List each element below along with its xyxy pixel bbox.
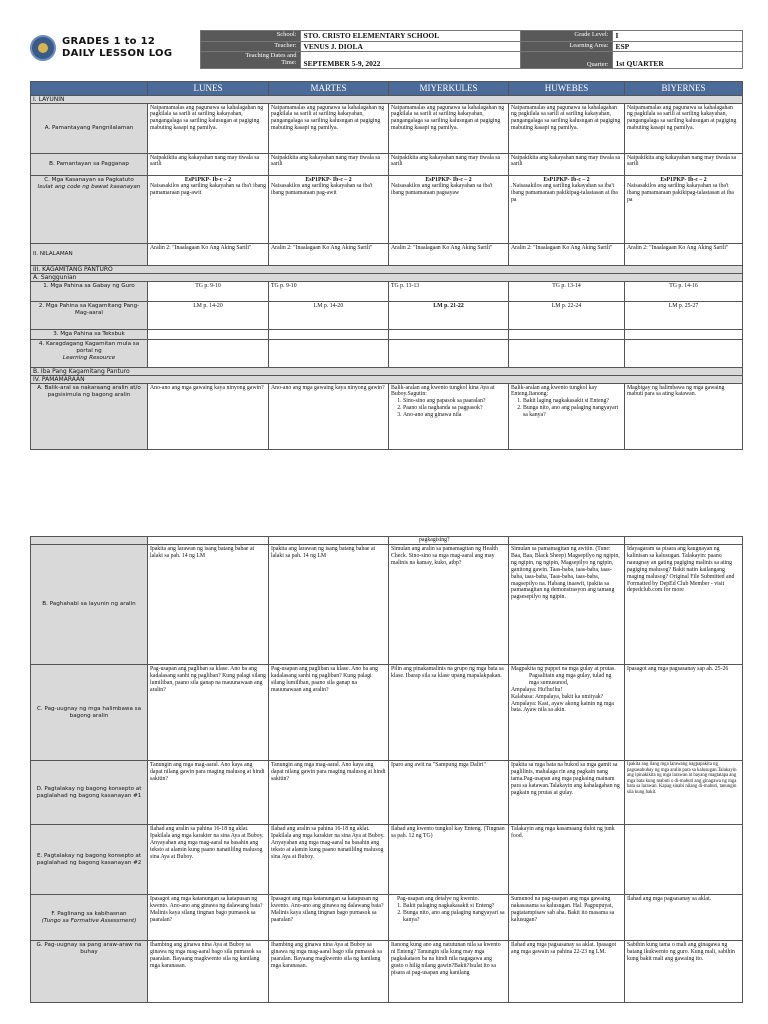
school-label: School:: [200, 31, 300, 42]
cell-lm-1: LM p. 14-20: [148, 301, 269, 329]
cell-paglalapat-5: Sabihin kung tama o mali ang ginagawa ng batang ikukwento ng guro. Kung mali, sabihin kung bakit mali ang gawaing ito.: [625, 941, 743, 1003]
cell-nilalaman-2: Aralin 2: "Inaalagaan Ko Ang Aking Sarili": [269, 243, 389, 265]
cell-paglalapat-3: Itanong kung ano ang natutunan nila sa kwento ni Enteng? Tanungin sila kung may mga pagkakataon ba na hindi nila nagagawa ang gusto o hilig nilang gawin?Bakit?Isulat ito sa pisara at pag-usapan ang kanilang: [389, 941, 509, 1003]
cell-pagtalakay1-5: Ipakita ang ilang mga larawang nagpapakita ng pagsasabuhay ng mga aralin para sa kalusugan.Talakayin ang ipinakikita ng mga larawan at bayang magtatapa ang mga bata kung mabuti o di-mabuti ang ginagawa ng mga bata sa larawan. Kapag sinabi nilang di-mabuti, tanungin sila kung bakit.: [625, 761, 743, 825]
cell-paglinang-5: Ilahad ang mga pagsasanay sa aklat.: [625, 895, 743, 941]
lesson-table-page2: [30, 536, 743, 1003]
cell-pagtalakay1-3: Iparo ang awit na "Sampung mga Daliri": [389, 761, 509, 825]
cell-paghahabi-5: Idayagaram sa pisara ang kaugnayan ng kalinisan sa kalusugan. Talakayin: paano nauugnay an gating pagiging malinis sa ating pagiging malusog? Bakit natin kailangang maging malusog? Original File Submitted and Formatted by DepEd Club Member - visit depedclub.com for more: [625, 545, 743, 665]
cell-lm-5: LM p. 25-27: [625, 301, 743, 329]
cell-paghahabi-2: Ipakita ang larawan ng isang batang babae at lalaki sa pah. 14 ng LM: [269, 545, 389, 665]
day-martes: MARTES: [269, 81, 389, 95]
cell-pangnilalaman-5: Naipamamalas ang pagunawa sa kahalagahan ng pagkilala sa sarili at sariling kakayahan, pangangalaga sa sariling kalusugan at pagiging mabuting kasapi ng pamilya.: [625, 103, 743, 153]
day-huwebes: HUWEBES: [509, 81, 625, 95]
cell-pangnilalaman-3: Naipamamalas ang pagunawa sa kahalagahan ng pagkilala sa sarili at sariling kakayahan, pangangalaga sa sariling kalusugan at pagiging mabuting kasapi ng pamilya.: [389, 103, 509, 153]
cell-balik-aral-4: Balik-aralan ang kwento tungkol kay Enteng.Itanong: 1. Bakit laging nagkakasakit si Enteng? 2. Bunga nito, ano ang palaging nangyayari sa kanya?: [509, 383, 625, 449]
grade-value: I: [612, 31, 742, 42]
cell-kasanayan-2: EsP1PKP- Ib-c – 2 Naisasakilos ang sariling kakayahan sa iba't ibang pamamaraan pag-awit: [269, 175, 389, 243]
header-table: [30, 28, 743, 69]
cell-paghahabi-4: Simulan sa pamamagitan ng awitin. (Tune: Baa, Baa, Black Sheep) Magsepilyo ng ngipin, ng ngipin, ng ngipin, Magsepilyo ng ngipin, ganitong gawin. Taas-baba, taas-baba, taas-baba, taas-baba, Taas-baba, taas-baba, magsepilyo na. Habang inaawit, ipakita sa pamamagitan ng demonstrasyon ang tamang pagsesepilyo ng ngipin.: [509, 545, 625, 665]
cell-pagtalakay2-3: Ilahad ang kwento tungkol kay Enteng. (Tingnan sa pah. 12 ng TG): [389, 825, 509, 895]
area-label: Learning Area:: [520, 41, 612, 52]
cell-kasanayan-3: EsP1PKP- Ib-c – 2 Naisasakilos ang sariling kakayahan sa iba't ibang pamamaraan pagsayaw: [389, 175, 509, 243]
carry-over-text: pagkagising?: [389, 537, 509, 545]
cell-lm-4: LM p. 22-24: [509, 301, 625, 329]
logo: [30, 28, 200, 68]
day-lunes: LUNES: [148, 81, 269, 95]
cell-nilalaman-4: Aralin 2: "Inaalagaan Ko Ang Aking Sarili": [509, 243, 625, 265]
cell-pagtalakay2-2: Ilahad ang aralin sa pahina 16-18 ng aklat. Ipakilala ang mga karakter na sina Aya at Buboy. Anyayahan ang mga mag-aaral na basahin ang teksto at alamin kung paano nanatililng malusog sina Aya at Buboy.: [269, 825, 389, 895]
cell-pag-uugnay-3: Pilin ang pinakamalinis na grupo ng mga bata sa klase. Ibarap sila sa klase upang mapalakpakan.: [389, 665, 509, 761]
row-label-kasanayan: C. Mga Kasanayan sa Pagkatuto Isulat ang code ng bawat kasanayan: [31, 175, 148, 243]
cell-nilalaman-3: Aralin 2: "Inaalagaan Ko Ang Aking Sarili": [389, 243, 509, 265]
quarter-value: 1st QUARTER: [612, 52, 742, 68]
cell-paglinang-4: Sumunod na pag-usapan ang mga gawaing nakasasama sa kalusugan. Hal. Pagpupuyat, pagtatampisaw sab aha. Bakit ito masama sa kalusugan?: [509, 895, 625, 941]
page-1: [30, 28, 742, 450]
cell-kasanayan-1: EsP1PKP- Ib-c – 2 Naisasakilos ang sariling kakayahan sa iba't ibang pamamaraan pag-awit: [148, 175, 269, 243]
teacher-value: VENUS J. DIOLA: [300, 41, 520, 52]
row-label-pagtalakay-1: D. Pagtalakay ng bagong konsepto at paglalahad ng bagong kasanayan #1: [31, 761, 148, 825]
school-value: STO. CRISTO ELEMENTARY SCHOOL: [300, 31, 520, 42]
section-pamamaraan: IV. PAMAMARAAN: [31, 375, 743, 383]
section-layunin: I. LAYUNIN: [31, 95, 743, 103]
cell-pagtalakay2-1: Ilahad ang aralin sa pahina 16-18 ng aklat. Ipakilala ang mga karakter na sina Aya at Buboy. Anyayahan ang mga mag-aaral na basahin ang teksto at alamin kung paano nanatililng malusog sina Aya at Buboy.: [148, 825, 269, 895]
cell-paglalapat-2: Ihambing ang ginawa nina Aya at Buboy sa ginawa ng mga mag-aaral bago sila pumasok sa paaralan. Bayaang magkwento sila ng kanilang mga karanasan.: [269, 941, 389, 1003]
cell-pag-uugnay-1: Pag-usapan ang pagliban sa klase. Ano ba ang kadalasang sanhi ng pagliban? Kung palagi silang lumiliban, paano sila ganap na mauunawaan ang aralin?: [148, 665, 269, 761]
cell-gabay-4: TG p. 13-14: [509, 281, 625, 301]
day-header-row: [31, 81, 743, 95]
cell-paglinang-3: Pag-usapan ang detalye ng kwento. 1. Bakit palaging nagkakasakit si Enteng? 2. Bunga nito, ano ang palaging nangyayari sa kanya?: [389, 895, 509, 941]
area-value: ESP: [612, 41, 742, 52]
cell-pagganap-3: Naipakikita ang kakayahan nang may tiwala sa sarili: [389, 153, 509, 175]
cell-paghahabi-1: Ipakita ang larawan ng isang batang babae at lalaki sa pah. 14 ng LM: [148, 545, 269, 665]
row-label-karagdagang: 4. Karagdagang Kagamitan mula sa portal ng Learning Resource: [31, 339, 148, 367]
cell-pagtalakay1-2: Tanungin ang mga mag-aaral. Ano kaya ang dapat nilang gawin para maging malusog at hindi sakitin?: [269, 761, 389, 825]
row-label-balik-aral: A. Balik-aral sa nakaraang aralin at/o pagsisimula ng bagong aralin: [31, 383, 148, 449]
cell-nilalaman-5: Aralin 2: "Inaalagaan Ko Ang Aking Sarili": [625, 243, 743, 265]
cell-pangnilalaman-4: Naipamamalas ang pagunawa sa kahalagahan ng pagkilala sa sarili at sariling kakayahan, pangangalaga sa sariling kalusugan at pagiging mabuting kasapi ng pamilya.: [509, 103, 625, 153]
cell-lm-2: LM p. 14-20: [269, 301, 389, 329]
cell-pangnilalaman-2: Naipamamalas ang pagunawa sa kahalagahan ng pagkilala sa sarili at sariling kakayahan, pangangalaga sa sariling kalusugan at pagiging mabuting kasapi ng pamilya.: [269, 103, 389, 153]
row-label-pangnilalaman: A. Pamantayang Pangnilalaman: [31, 103, 148, 153]
dates-label: Teaching Dates and Time:: [200, 52, 300, 68]
cell-pag-uugnay-4: Magpakita ng puppet na mga gulay at prutas. Pagsalitain ang mga gulay, tulad ng mga sumusunod, Ampalaya: Hu!hu!hu! Kalabasa: Ampalaya, bakit ka umiiyak? Ampalaya: Kasi, ayaw akong kainin ng mga bata. Ayaw nila sa akin.: [509, 665, 625, 761]
cell-balik-aral-2: Ano-ano ang mga gawaing kaya ninyong gawin?: [269, 383, 389, 449]
row-label-nilalaman: II. NILALAMAN: [31, 243, 148, 265]
cell-pagtalakay1-4: Ipakita sa mga bata na bukod sa mga gamit sa paglilinis, mahalaga rin ang pagkain nang tama.Pag-usapan ang mga pagkaing mainam para sa katawan.Talakayin ang kahalagahan ng pagkain ng prutas at gulay.: [509, 761, 625, 825]
row-label-pag-uugnay: C. Pag-uugnay ng mga halimbawa sa bagong aralin: [31, 665, 148, 761]
cell-pagtalakay1-1: Tanungin ang mga mag-aaral. Ano kaya ang dapat nilang gawin para maging malusog at hindi sakitin?: [148, 761, 269, 825]
page-2: [30, 536, 742, 1003]
grade-label: Grade Level:: [520, 31, 612, 42]
cell-gabay-5: TG p. 14-16: [625, 281, 743, 301]
row-label-paglalapat: G. Pag-uugnay sa pang araw-araw na buhay: [31, 941, 148, 1003]
row-label-teksbuk: 3. Mga Pahina sa Teksbuk: [31, 329, 148, 339]
cell-gabay-3: TG p. 11-13: [389, 281, 509, 301]
cell-paghahabi-3: Simulan ang aralin sa pamamagitan ng Health Check. Sino-sino sa mga mag-aaral ang may malinis na kamay, kuko, atbp?: [389, 545, 509, 665]
cell-pagganap-4: Naipakikita ang kakayahan nang may tiwala sa sarili: [509, 153, 625, 175]
row-label-kagamitan-mag-aaral: 2. Mga Pahina sa Kagamitang Pang-Mag-aaral: [31, 301, 148, 329]
cell-nilalaman-1: Aralin 2: "Inaalagaan Ko Ang Aking Sarili": [148, 243, 269, 265]
logo-line2: DAILY LESSON LOG: [62, 48, 173, 59]
quarter-label: Quarter:: [520, 52, 612, 68]
cell-pagtalakay2-5: [625, 825, 743, 895]
cell-paglalapat-4: Ilahad ang mga pagsasanay sa aklat. Ipasagot ang mga gawain sa pahina 22-23 ng LM.: [509, 941, 625, 1003]
cell-pagganap-1: Naipakikita ang kakayahan nang may tiwala sa sarili: [148, 153, 269, 175]
cell-kasanayan-4: EsP1PKP- Ib-c – 2 .Naisasakilos ang sariling kakayahan sa iba't ibang pamamaraan pakikipag-talastasan at iba pa: [509, 175, 625, 243]
cell-gabay-1: TG p. 9-10: [148, 281, 269, 301]
dates-value: SEPTEMBER 5-9, 2022: [300, 52, 520, 68]
cell-pagganap-2: Naipakikita ang kakayahan nang may tiwala sa sarili: [269, 153, 389, 175]
row-label-paghahabi: B. Paghahabi sa layunin ng aralin: [31, 545, 148, 665]
row-label-gabay: 1. Mga Pahina sa Gabay ng Guro: [31, 281, 148, 301]
logo-line1: GRADES 1 to 12: [62, 36, 156, 47]
cell-pangnilalaman-1: Naipamamalas ang pagunawa sa kahalagahan ng pagkilala sa sarili at sariling kakayahan, pangangalaga sa sariling kalusugan at pagiging mabuting kasapi ng pamilya.: [148, 103, 269, 153]
cell-balik-aral-5: Magbigay ng halimbawa ng mga gawaing mabuti para sa ating katawan.: [625, 383, 743, 449]
day-miyerkules: MIYERKULES: [389, 81, 509, 95]
cell-pagtalakay2-4: Talakayin ang mga kasamaang dulot ng junk food.: [509, 825, 625, 895]
cell-balik-aral-3: Balik-aralan ang kwento tungkol kina Aya at Buboy.Sagutin: 1. Sino-sino ang papasok sa paaralan? 2. Paano sila naghanda sa pagpasok? 3. Ano-ano ang ginawa nila: [389, 383, 509, 449]
teacher-label: Teacher:: [200, 41, 300, 52]
row-label-pagtalakay-2: E. Pagtalakay ng bagong konsepto at paglalahad ng bagong kasanayan #2: [31, 825, 148, 895]
row-label-pagganap: B. Pamantayan sa Pagganap: [31, 153, 148, 175]
section-iba-pang: B. Iba Pang Kagamitang Panturo: [31, 367, 743, 375]
cell-pag-uugnay-5: Ipasagot ang mga pagsasanay sap ah. 25-26: [625, 665, 743, 761]
cell-paglinang-1: Ipasagot ang mga katanungan sa katapusan ng kwento. Ano-ano ang ginawa ng dalawang bata? Malinis kaya silang tingnan bago pumasok sa paaralan?: [148, 895, 269, 941]
cell-balik-aral-1: Ano-ano ang mga gawaing kaya ninyong gawin?: [148, 383, 269, 449]
row-label-paglinang: F. Paglinang sa kabihasnan (Tungo sa Formative Assessment): [31, 895, 148, 941]
cell-lm-3: LM p. 21-22: [389, 301, 509, 329]
cell-kasanayan-5: EsP1PKP- Ib-c – 2 Naisasakilos ang sariling kakayahan sa iba't ibang pamamaraan pakikipag-talastasan at iba pa: [625, 175, 743, 243]
section-kagamitang: III. KAGAMITANG PANTURO: [31, 265, 743, 273]
cell-pag-uugnay-2: Pag-usapan ang pagliban sa klase. Ano ba ang kadalasang sanhi ng pagliban? Kung palagi silang lumiliban, paano sila ganap na mauunawaan ang aralin?: [269, 665, 389, 761]
section-sanggunian: A. Sanggunian: [31, 273, 743, 281]
lesson-table-page1: [30, 81, 743, 450]
deped-seal-icon: [30, 35, 56, 61]
cell-pagganap-5: Naipakikita ang kakayahan nang may tiwala sa sarili: [625, 153, 743, 175]
cell-paglalapat-1: Ihambing ang ginawa nina Aya at Buboy sa ginawa ng mga mag-aaral bago sila pumasok sa paaralan. Bayaang magkwento sila ng kanilang mga karanasan.: [148, 941, 269, 1003]
cell-paglinang-2: Ipasagot ang mga katanungan sa katapusan ng kwento. Ano-ano ang ginawa ng dalawang bata? Malinis kaya silang tingnan bago pumasok sa paaralan?: [269, 895, 389, 941]
day-biyernes: BIYERNES: [625, 81, 743, 95]
cell-gabay-2: TG p. 9-10: [269, 281, 389, 301]
